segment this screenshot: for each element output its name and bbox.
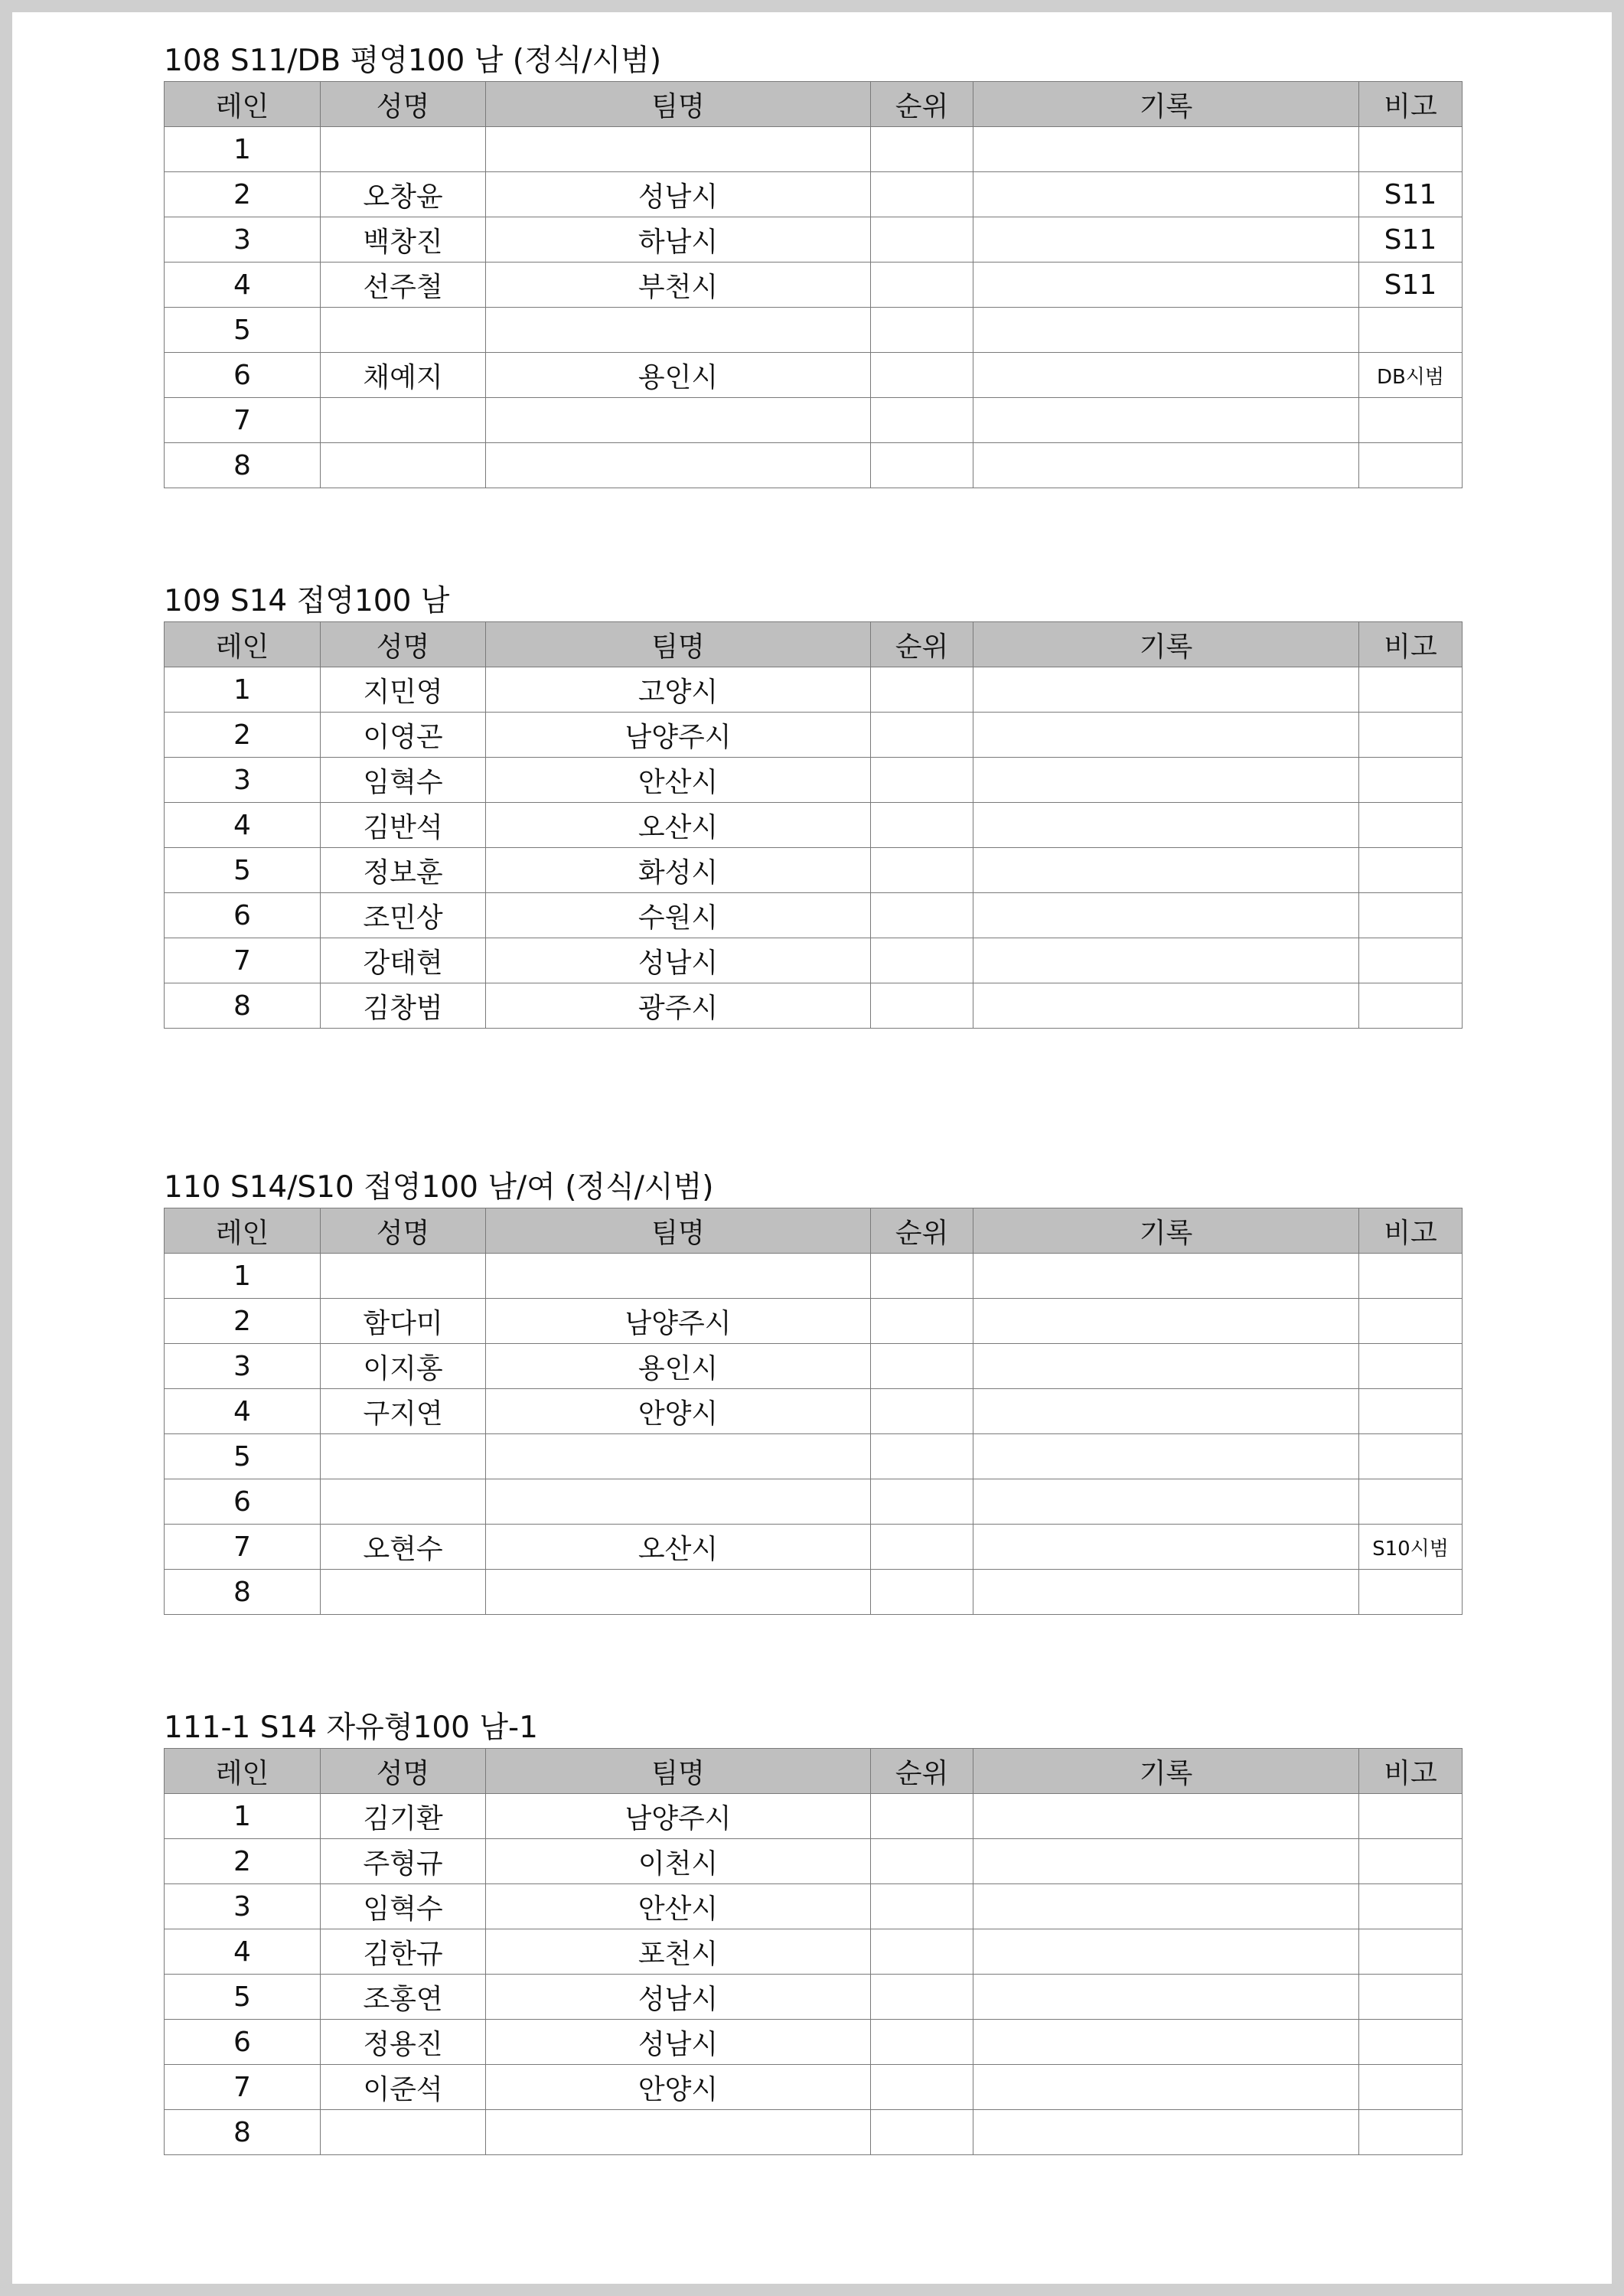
- rank-cell: [871, 667, 973, 713]
- name-cell: 김한규: [321, 1929, 486, 1975]
- note-cell: [1359, 893, 1463, 938]
- note-cell: [1359, 1794, 1463, 1839]
- rank-cell: [871, 1389, 973, 1434]
- name-cell: 임혁수: [321, 1884, 486, 1929]
- lane-cell: 8: [165, 983, 321, 1029]
- name-cell: 김반석: [321, 803, 486, 848]
- lane-cell: 6: [165, 1479, 321, 1525]
- note-cell: S10시범: [1359, 1525, 1463, 1570]
- table-row: [165, 893, 1463, 938]
- name-cell: 지민영: [321, 667, 486, 713]
- rank-cell: [871, 353, 973, 398]
- note-cell: [1359, 803, 1463, 848]
- rank-cell: [871, 1254, 973, 1299]
- event-title: 110 S14/S10 접영100 남/여 (정식/시범): [164, 1170, 714, 1205]
- team-cell: [486, 308, 871, 353]
- rank-cell: [871, 217, 973, 263]
- table-row: [165, 983, 1463, 1029]
- note-cell: [1359, 758, 1463, 803]
- lane-cell: 1: [165, 1254, 321, 1299]
- record-cell: [973, 938, 1359, 983]
- name-cell: [321, 1254, 486, 1299]
- name-cell: 강태현: [321, 938, 486, 983]
- rank-cell: [871, 2020, 973, 2065]
- results-table: [164, 81, 1463, 488]
- column-header: 성명: [321, 82, 486, 127]
- rank-cell: [871, 2065, 973, 2110]
- lane-cell: 5: [165, 848, 321, 893]
- table-row: [165, 1479, 1463, 1525]
- lane-cell: 5: [165, 1975, 321, 2020]
- team-cell: [486, 1254, 871, 1299]
- rank-cell: [871, 172, 973, 217]
- event-section: [164, 1168, 1472, 1615]
- rank-cell: [871, 1525, 973, 1570]
- table-row: [165, 398, 1463, 443]
- column-header: 기록: [973, 1208, 1359, 1254]
- record-cell: [973, 1570, 1359, 1615]
- record-cell: [973, 1389, 1359, 1434]
- note-cell: S11: [1359, 263, 1463, 308]
- rank-cell: [871, 713, 973, 758]
- table-row: [165, 308, 1463, 353]
- name-cell: [321, 127, 486, 172]
- team-cell: 성남시: [486, 1975, 871, 2020]
- results-table: [164, 1748, 1463, 2155]
- table-header-row: [165, 1749, 1463, 1794]
- note-cell: S11: [1359, 172, 1463, 217]
- name-cell: 오현수: [321, 1525, 486, 1570]
- record-cell: [973, 1975, 1359, 2020]
- rank-cell: [871, 1434, 973, 1479]
- rank-cell: [871, 443, 973, 488]
- name-cell: 채예지: [321, 353, 486, 398]
- team-cell: 광주시: [486, 983, 871, 1029]
- lane-cell: 3: [165, 1884, 321, 1929]
- rank-cell: [871, 1299, 973, 1344]
- table-row: [165, 1929, 1463, 1975]
- record-cell: [973, 758, 1359, 803]
- column-header: 레인: [165, 1749, 321, 1794]
- record-cell: [973, 443, 1359, 488]
- column-header: 팀명: [486, 622, 871, 667]
- column-header: 비고: [1359, 1749, 1463, 1794]
- note-cell: [1359, 443, 1463, 488]
- name-cell: 선주철: [321, 263, 486, 308]
- record-cell: [973, 398, 1359, 443]
- team-cell: [486, 1479, 871, 1525]
- column-header: 레인: [165, 1208, 321, 1254]
- record-cell: [973, 127, 1359, 172]
- table-row: [165, 667, 1463, 713]
- lane-cell: 3: [165, 758, 321, 803]
- table-row: [165, 172, 1463, 217]
- record-cell: [973, 1525, 1359, 1570]
- lane-cell: 1: [165, 667, 321, 713]
- rank-cell: [871, 1884, 973, 1929]
- note-cell: [1359, 2065, 1463, 2110]
- name-cell: 백창진: [321, 217, 486, 263]
- note-cell: [1359, 127, 1463, 172]
- lane-cell: 4: [165, 263, 321, 308]
- record-cell: [973, 983, 1359, 1029]
- note-cell: [1359, 1975, 1463, 2020]
- table-row: [165, 2020, 1463, 2065]
- name-cell: 김기환: [321, 1794, 486, 1839]
- team-cell: [486, 1570, 871, 1615]
- lane-cell: 2: [165, 713, 321, 758]
- rank-cell: [871, 398, 973, 443]
- lane-cell: 2: [165, 172, 321, 217]
- event-title: 108 S11/DB 평영100 남 (정식/시범): [164, 44, 662, 78]
- record-cell: [973, 667, 1359, 713]
- team-cell: 포천시: [486, 1929, 871, 1975]
- table-row: [165, 1344, 1463, 1389]
- name-cell: 이영곤: [321, 713, 486, 758]
- note-cell: [1359, 938, 1463, 983]
- note-cell: [1359, 1884, 1463, 1929]
- record-cell: [973, 1344, 1359, 1389]
- table-row: [165, 217, 1463, 263]
- column-header: 순위: [871, 622, 973, 667]
- team-cell: 남양주시: [486, 713, 871, 758]
- record-cell: [973, 893, 1359, 938]
- name-cell: 조홍연: [321, 1975, 486, 2020]
- name-cell: 김창범: [321, 983, 486, 1029]
- name-cell: 임혁수: [321, 758, 486, 803]
- name-cell: 주형규: [321, 1839, 486, 1884]
- name-cell: 함다미: [321, 1299, 486, 1344]
- record-cell: [973, 1479, 1359, 1525]
- team-cell: 화성시: [486, 848, 871, 893]
- rank-cell: [871, 1570, 973, 1615]
- record-cell: [973, 1434, 1359, 1479]
- column-header: 기록: [973, 1749, 1359, 1794]
- note-cell: [1359, 1344, 1463, 1389]
- table-row: [165, 803, 1463, 848]
- note-cell: [1359, 398, 1463, 443]
- team-cell: [486, 398, 871, 443]
- note-cell: [1359, 308, 1463, 353]
- column-header: 기록: [973, 622, 1359, 667]
- column-header: 성명: [321, 1208, 486, 1254]
- column-header: 순위: [871, 1749, 973, 1794]
- table-header-row: [165, 1208, 1463, 1254]
- column-header: 비고: [1359, 1208, 1463, 1254]
- name-cell: [321, 443, 486, 488]
- note-cell: [1359, 713, 1463, 758]
- record-cell: [973, 2065, 1359, 2110]
- record-cell: [973, 263, 1359, 308]
- rank-cell: [871, 308, 973, 353]
- note-cell: [1359, 983, 1463, 1029]
- results-table: [164, 1208, 1463, 1615]
- name-cell: 정용진: [321, 2020, 486, 2065]
- event-section: [164, 1708, 1472, 2155]
- note-cell: [1359, 1929, 1463, 1975]
- team-cell: 성남시: [486, 938, 871, 983]
- table-row: [165, 2065, 1463, 2110]
- rank-cell: [871, 893, 973, 938]
- note-cell: [1359, 848, 1463, 893]
- lane-cell: 2: [165, 1299, 321, 1344]
- table-header-row: [165, 622, 1463, 667]
- table-row: [165, 353, 1463, 398]
- table-row: [165, 1794, 1463, 1839]
- rank-cell: [871, 127, 973, 172]
- name-cell: 오창윤: [321, 172, 486, 217]
- note-cell: [1359, 2110, 1463, 2155]
- table-row: [165, 848, 1463, 893]
- column-header: 팀명: [486, 82, 871, 127]
- lane-cell: 5: [165, 308, 321, 353]
- note-cell: [1359, 1839, 1463, 1884]
- column-header: 성명: [321, 1749, 486, 1794]
- table-row: [165, 127, 1463, 172]
- note-cell: [1359, 1254, 1463, 1299]
- record-cell: [973, 2020, 1359, 2065]
- record-cell: [973, 308, 1359, 353]
- record-cell: [973, 1794, 1359, 1839]
- record-cell: [973, 2110, 1359, 2155]
- note-cell: [1359, 1389, 1463, 1434]
- lane-cell: 2: [165, 1839, 321, 1884]
- record-cell: [973, 1299, 1359, 1344]
- rank-cell: [871, 1344, 973, 1389]
- record-cell: [973, 1839, 1359, 1884]
- team-cell: 오산시: [486, 803, 871, 848]
- rank-cell: [871, 263, 973, 308]
- team-cell: 성남시: [486, 172, 871, 217]
- column-header: 팀명: [486, 1208, 871, 1254]
- table-row: [165, 1434, 1463, 1479]
- note-cell: [1359, 1479, 1463, 1525]
- record-cell: [973, 217, 1359, 263]
- note-cell: [1359, 1570, 1463, 1615]
- table-header-row: [165, 82, 1463, 127]
- team-cell: 용인시: [486, 353, 871, 398]
- note-cell: [1359, 1299, 1463, 1344]
- column-header: 팀명: [486, 1749, 871, 1794]
- lane-cell: 7: [165, 1525, 321, 1570]
- document-page: [12, 12, 1612, 2284]
- team-cell: 이천시: [486, 1839, 871, 1884]
- table-row: [165, 1975, 1463, 2020]
- lane-cell: 7: [165, 398, 321, 443]
- lane-cell: 4: [165, 1929, 321, 1975]
- column-header: 기록: [973, 82, 1359, 127]
- team-cell: 성남시: [486, 2020, 871, 2065]
- results-table: [164, 621, 1463, 1029]
- team-cell: 하남시: [486, 217, 871, 263]
- record-cell: [973, 1254, 1359, 1299]
- table-row: [165, 1299, 1463, 1344]
- lane-cell: 5: [165, 1434, 321, 1479]
- table-row: [165, 443, 1463, 488]
- name-cell: [321, 2110, 486, 2155]
- record-cell: [973, 172, 1359, 217]
- name-cell: [321, 1479, 486, 1525]
- column-header: 비고: [1359, 622, 1463, 667]
- rank-cell: [871, 2110, 973, 2155]
- team-cell: 안산시: [486, 758, 871, 803]
- record-cell: [973, 353, 1359, 398]
- rank-cell: [871, 1975, 973, 2020]
- name-cell: [321, 1570, 486, 1615]
- record-cell: [973, 1929, 1359, 1975]
- lane-cell: 1: [165, 127, 321, 172]
- lane-cell: 3: [165, 1344, 321, 1389]
- lane-cell: 4: [165, 803, 321, 848]
- name-cell: 정보훈: [321, 848, 486, 893]
- lane-cell: 6: [165, 353, 321, 398]
- name-cell: 이지홍: [321, 1344, 486, 1389]
- table-row: [165, 1570, 1463, 1615]
- team-cell: 용인시: [486, 1344, 871, 1389]
- table-row: [165, 1525, 1463, 1570]
- table-row: [165, 2110, 1463, 2155]
- lane-cell: 4: [165, 1389, 321, 1434]
- record-cell: [973, 1884, 1359, 1929]
- rank-cell: [871, 1839, 973, 1884]
- lane-cell: 6: [165, 893, 321, 938]
- team-cell: [486, 2110, 871, 2155]
- note-cell: [1359, 667, 1463, 713]
- table-row: [165, 713, 1463, 758]
- note-cell: DB시범: [1359, 353, 1463, 398]
- team-cell: 안양시: [486, 1389, 871, 1434]
- team-cell: [486, 443, 871, 488]
- rank-cell: [871, 848, 973, 893]
- rank-cell: [871, 803, 973, 848]
- team-cell: 남양주시: [486, 1794, 871, 1839]
- column-header: 비고: [1359, 82, 1463, 127]
- name-cell: 구지연: [321, 1389, 486, 1434]
- rank-cell: [871, 938, 973, 983]
- note-cell: [1359, 2020, 1463, 2065]
- note-cell: S11: [1359, 217, 1463, 263]
- table-row: [165, 1389, 1463, 1434]
- event-title: 109 S14 접영100 남: [164, 584, 450, 618]
- column-header: 레인: [165, 82, 321, 127]
- name-cell: 조민상: [321, 893, 486, 938]
- team-cell: 오산시: [486, 1525, 871, 1570]
- lane-cell: 6: [165, 2020, 321, 2065]
- record-cell: [973, 803, 1359, 848]
- team-cell: [486, 127, 871, 172]
- name-cell: [321, 308, 486, 353]
- lane-cell: 7: [165, 938, 321, 983]
- column-header: 레인: [165, 622, 321, 667]
- team-cell: 안양시: [486, 2065, 871, 2110]
- table-row: [165, 1839, 1463, 1884]
- table-row: [165, 1254, 1463, 1299]
- name-cell: 이준석: [321, 2065, 486, 2110]
- table-row: [165, 263, 1463, 308]
- lane-cell: 1: [165, 1794, 321, 1839]
- team-cell: 안산시: [486, 1884, 871, 1929]
- table-row: [165, 1884, 1463, 1929]
- rank-cell: [871, 1479, 973, 1525]
- rank-cell: [871, 983, 973, 1029]
- column-header: 순위: [871, 82, 973, 127]
- rank-cell: [871, 758, 973, 803]
- record-cell: [973, 848, 1359, 893]
- rank-cell: [871, 1929, 973, 1975]
- rank-cell: [871, 1794, 973, 1839]
- lane-cell: 3: [165, 217, 321, 263]
- event-section: [164, 582, 1472, 1029]
- lane-cell: 7: [165, 2065, 321, 2110]
- name-cell: [321, 398, 486, 443]
- team-cell: 부천시: [486, 263, 871, 308]
- team-cell: 남양주시: [486, 1299, 871, 1344]
- note-cell: [1359, 1434, 1463, 1479]
- name-cell: [321, 1434, 486, 1479]
- record-cell: [973, 713, 1359, 758]
- lane-cell: 8: [165, 2110, 321, 2155]
- column-header: 순위: [871, 1208, 973, 1254]
- table-row: [165, 758, 1463, 803]
- team-cell: 수원시: [486, 893, 871, 938]
- lane-cell: 8: [165, 1570, 321, 1615]
- lane-cell: 8: [165, 443, 321, 488]
- event-section: [164, 41, 1472, 488]
- column-header: 성명: [321, 622, 486, 667]
- team-cell: 고양시: [486, 667, 871, 713]
- team-cell: [486, 1434, 871, 1479]
- table-row: [165, 938, 1463, 983]
- event-title: 111-1 S14 자유형100 남-1: [164, 1711, 538, 1745]
